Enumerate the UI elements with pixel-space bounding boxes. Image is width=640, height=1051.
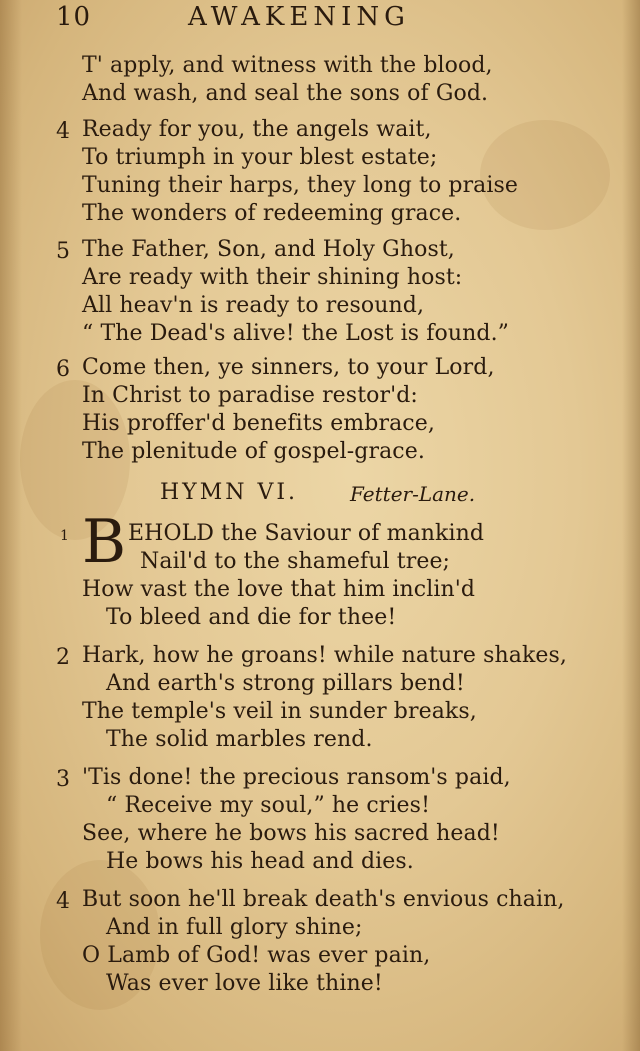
verse-line: Come then, ye sinners, to your Lord, [82, 355, 495, 380]
hymn-tune: Fetter-Lane. [350, 482, 476, 506]
verse-number: 4 [56, 889, 70, 914]
verse-line: Was ever love like thine! [106, 971, 383, 996]
verse-number: 2 [56, 645, 70, 670]
verse-line: T' apply, and witness with the blood, [82, 53, 493, 78]
verse-line: O Lamb of God! was ever pain, [82, 943, 431, 968]
verse-line: The solid marbles rend. [106, 727, 373, 752]
verse-line: 'Tis done! the precious ransom's paid, [82, 765, 511, 790]
verse-line: And earth's strong pillars bend! [106, 671, 465, 696]
verse-line: The Father, Son, and Holy Ghost, [82, 237, 455, 262]
verse-line: Ready for you, the angels wait, [82, 117, 432, 142]
page-edge-shadow-right [622, 0, 640, 1051]
verse-line: And in full glory shine; [106, 915, 363, 940]
verse-line: Tuning their harps, they long to praise [82, 173, 519, 198]
verse-line: “ The Dead's alive! the Lost is found.” [82, 321, 510, 346]
verse-line: His proffer'd benefits embrace, [82, 411, 435, 436]
verse-line: Hark, how he groans! while nature shakes, [82, 643, 568, 668]
running-title: AWAKENING [188, 2, 410, 32]
page-edge-shadow-left [0, 0, 22, 1051]
verse-line: To triumph in your blest estate; [82, 145, 438, 170]
verse-number: 3 [56, 767, 70, 792]
verse-line: All heav'n is ready to resound, [82, 293, 425, 318]
verse-line: How vast the love that him inclin'd [82, 577, 476, 602]
verse-line: See, where he bows his sacred head! [82, 821, 500, 846]
verse-number: 4 [56, 119, 70, 144]
verse-number: 1 [60, 528, 69, 544]
verse-line: The plenitude of gospel-grace. [82, 439, 425, 464]
verse-line: Nail'd to the shameful tree; [140, 549, 451, 574]
verse-line: He bows his head and dies. [106, 849, 414, 874]
verse-line: EHOLD the Saviour of mankind [128, 521, 485, 546]
drop-cap: B [82, 507, 127, 577]
hymn-title: HYMN VI. [160, 480, 299, 505]
verse-line: To bleed and die for thee! [106, 605, 397, 630]
verse-line: Are ready with their shining host: [82, 265, 463, 290]
verse-line: The wonders of redeeming grace. [82, 201, 462, 226]
verse-line: In Christ to paradise restor'd: [82, 383, 418, 408]
page-number: 10 [56, 2, 92, 32]
verse-line: The temple's veil in sunder breaks, [82, 699, 477, 724]
verse-line: But soon he'll break death's envious chain, [82, 887, 565, 912]
verse-line: And wash, and seal the sons of God. [82, 81, 489, 106]
verse-number: 5 [56, 239, 70, 264]
verse-number: 6 [56, 357, 70, 382]
verse-line: “ Receive my soul,” he cries! [106, 793, 431, 818]
